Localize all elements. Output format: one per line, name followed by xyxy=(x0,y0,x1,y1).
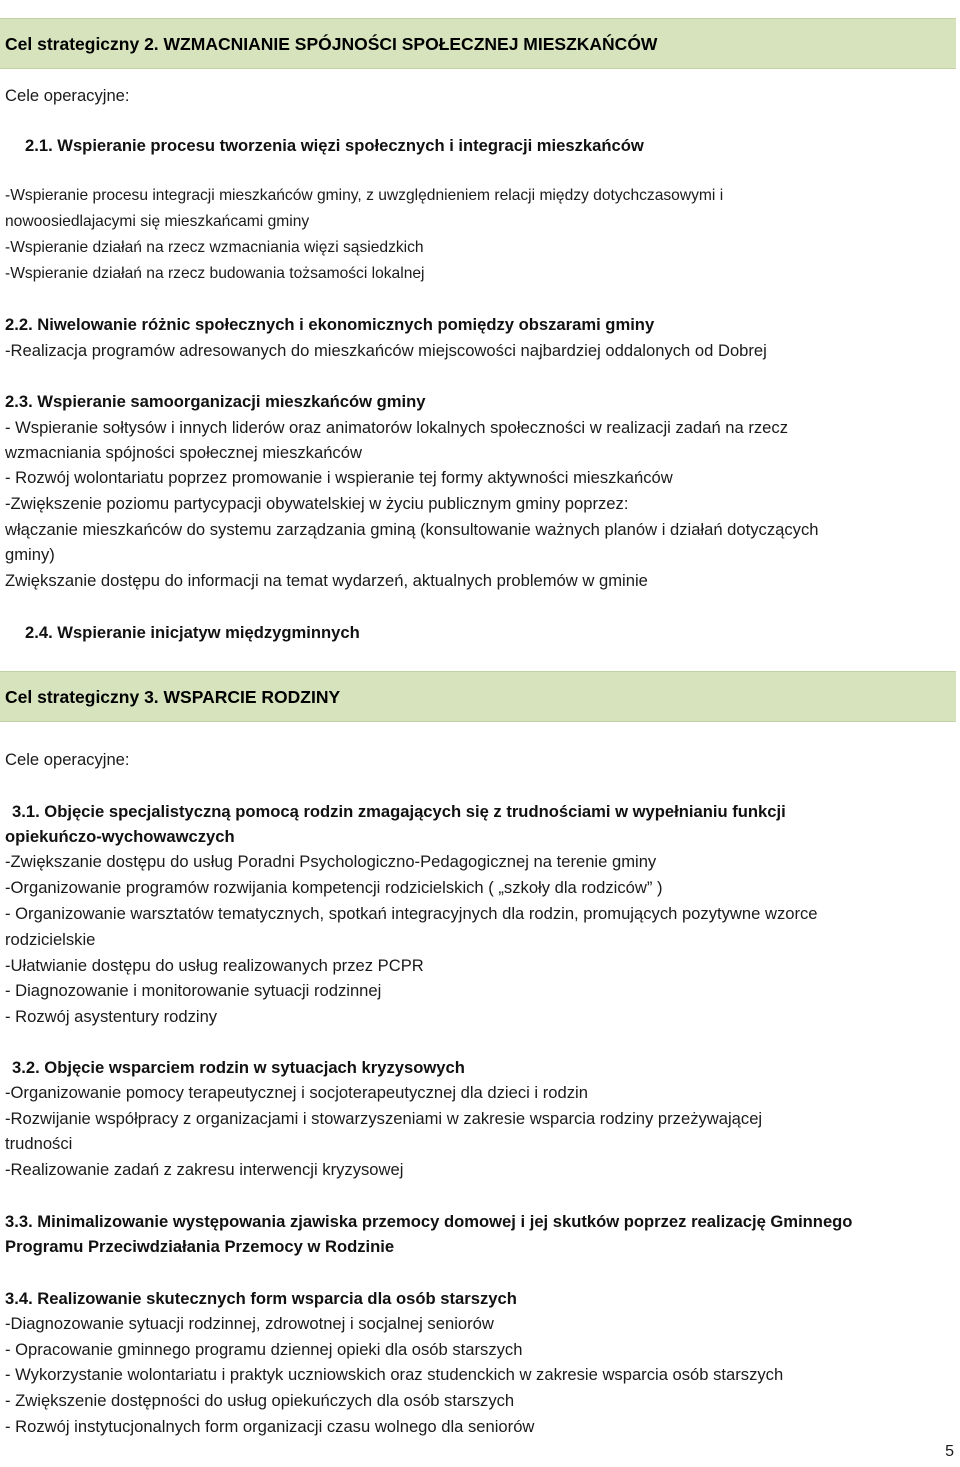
goal-2-ops-label: Cele operacyjne: xyxy=(5,86,130,105)
section-3-1-heading-cont: opiekuńczo-wychowawczych xyxy=(5,827,235,846)
page-number: 5 xyxy=(945,1443,954,1460)
section-2-1-heading: 2.1. Wspieranie procesu tworzenia więzi społecznych i integracji mieszkańców xyxy=(25,136,644,155)
section-3-4-heading: 3.4. Realizowanie skutecznych form wsparcia dla osób starszych xyxy=(5,1289,517,1308)
goal-3-ops-label: Cele operacyjne: xyxy=(5,750,130,769)
section-3-4-line: - Zwiększenie dostępności do usług opiekuńczych dla osób starszych xyxy=(5,1391,515,1410)
goal-2-banner xyxy=(0,18,956,69)
section-3-3-heading-cont: Programu Przeciwdziałania Przemocy w Rodzinie xyxy=(5,1237,395,1256)
goal-2-title: Cel strategiczny 2. WZMACNIANIE SPÓJNOŚCI SPOŁECZNEJ MIESZKAŃCÓW xyxy=(5,34,658,54)
section-3-1-line: - Diagnozowanie i monitorowanie sytuacji rodzinnej xyxy=(5,981,382,1000)
section-2-1-line: -Wspieranie procesu integracji mieszkańców gminy, z uwzględnieniem relacji między dotychczasowymi i xyxy=(5,187,724,204)
section-3-2-line: -Organizowanie pomocy terapeutycznej i socjoterapeutycznej dla dzieci i rodzin xyxy=(5,1083,588,1102)
section-3-1-line: - Rozwój asystentury rodziny xyxy=(5,1007,218,1026)
section-2-4-heading: 2.4. Wspieranie inicjatyw międzygminnych xyxy=(25,623,360,642)
section-3-2-line: -Realizowanie zadań z zakresu interwencji kryzysowej xyxy=(5,1160,404,1179)
section-2-2-line: -Realizacja programów adresowanych do mieszkańców miejscowości najbardziej oddalonych od Dobrej xyxy=(5,341,767,360)
section-2-3-line: gminy) xyxy=(5,545,55,564)
section-3-2-heading: 3.2. Objęcie wsparciem rodzin w sytuacjach kryzysowych xyxy=(12,1058,465,1077)
section-2-3-line: Zwiększanie dostępu do informacji na temat wydarzeń, aktualnych problemów w gminie xyxy=(5,571,648,590)
section-2-1-line: -Wspieranie działań na rzecz wzmacniania więzi sąsiedzkich xyxy=(5,239,424,256)
section-2-3-line: - Rozwój wolontariatu poprzez promowanie i wspieranie tej formy aktywności mieszkańców xyxy=(5,468,673,487)
section-3-1-heading: 3.1. Objęcie specjalistyczną pomocą rodzin zmagających się z trudnościami w wypełnianiu funkcji xyxy=(12,802,786,821)
section-3-2-line: trudności xyxy=(5,1134,73,1153)
goal-3-banner xyxy=(0,671,956,722)
section-3-1-line: -Zwiększanie dostępu do usług Poradni Psychologiczno-Pedagogicznej na terenie gminy xyxy=(5,852,657,871)
section-2-3-line: włączanie mieszkańców do systemu zarządzania gminą (konsultowanie ważnych planów i działań dotyczących xyxy=(5,520,819,539)
section-3-4-line: - Opracowanie gminnego programu dziennej opieki dla osób starszych xyxy=(5,1340,523,1359)
section-3-3-heading: 3.3. Minimalizowanie występowania zjawiska przemocy domowej i jej skutków poprzez realizację Gminnego xyxy=(5,1212,853,1231)
section-3-4-line: -Diagnozowanie sytuacji rodzinnej, zdrowotnej i socjalnej seniorów xyxy=(5,1314,494,1333)
section-2-3-line: -Zwiększenie poziomu partycypacji obywatelskiej w życiu publicznym gminy poprzez: xyxy=(5,494,629,513)
section-2-1-line: -Wspieranie działań na rzecz budowania tożsamości lokalnej xyxy=(5,265,425,282)
section-3-1-line: rodzicielskie xyxy=(5,930,96,949)
goal-3-title: Cel strategiczny 3. WSPARCIE RODZINY xyxy=(5,687,341,707)
section-3-4-line: - Wykorzystanie wolontariatu i praktyk uczniowskich oraz studenckich w zakresie wsparcia osób starszych xyxy=(5,1365,784,1384)
section-3-1-line: - Organizowanie warsztatów tematycznych, spotkań integracyjnych dla rodzin, promujących pozytywne wzorce xyxy=(5,904,818,923)
section-3-1-line: -Ułatwianie dostępu do usług realizowanych przez PCPR xyxy=(5,956,424,975)
section-2-3-line: wzmacniania spójności społecznej mieszkańców xyxy=(5,443,362,462)
section-2-3-line: - Wspieranie sołtysów i innych liderów oraz animatorów lokalnych społeczności w realizacji zadań na rzecz xyxy=(5,418,789,437)
section-3-1-line: -Organizowanie programów rozwijania kompetencji rodzicielskich ( „szkoły dla rodziców” ) xyxy=(5,878,663,897)
section-2-3-heading: 2.3. Wspieranie samoorganizacji mieszkańców gminy xyxy=(5,392,426,411)
section-3-2-line: -Rozwijanie współpracy z organizacjami i stowarzyszeniami w zakresie wsparcia rodziny przeżywającej xyxy=(5,1109,763,1128)
section-2-1-line: nowoosiedlajacymi się mieszkańcami gminy xyxy=(5,213,310,230)
section-2-2-heading: 2.2. Niwelowanie różnic społecznych i ekonomicznych pomiędzy obszarami gminy xyxy=(5,315,655,334)
section-3-4-line: - Rozwój instytucjonalnych form organizacji czasu wolnego dla seniorów xyxy=(5,1417,535,1436)
